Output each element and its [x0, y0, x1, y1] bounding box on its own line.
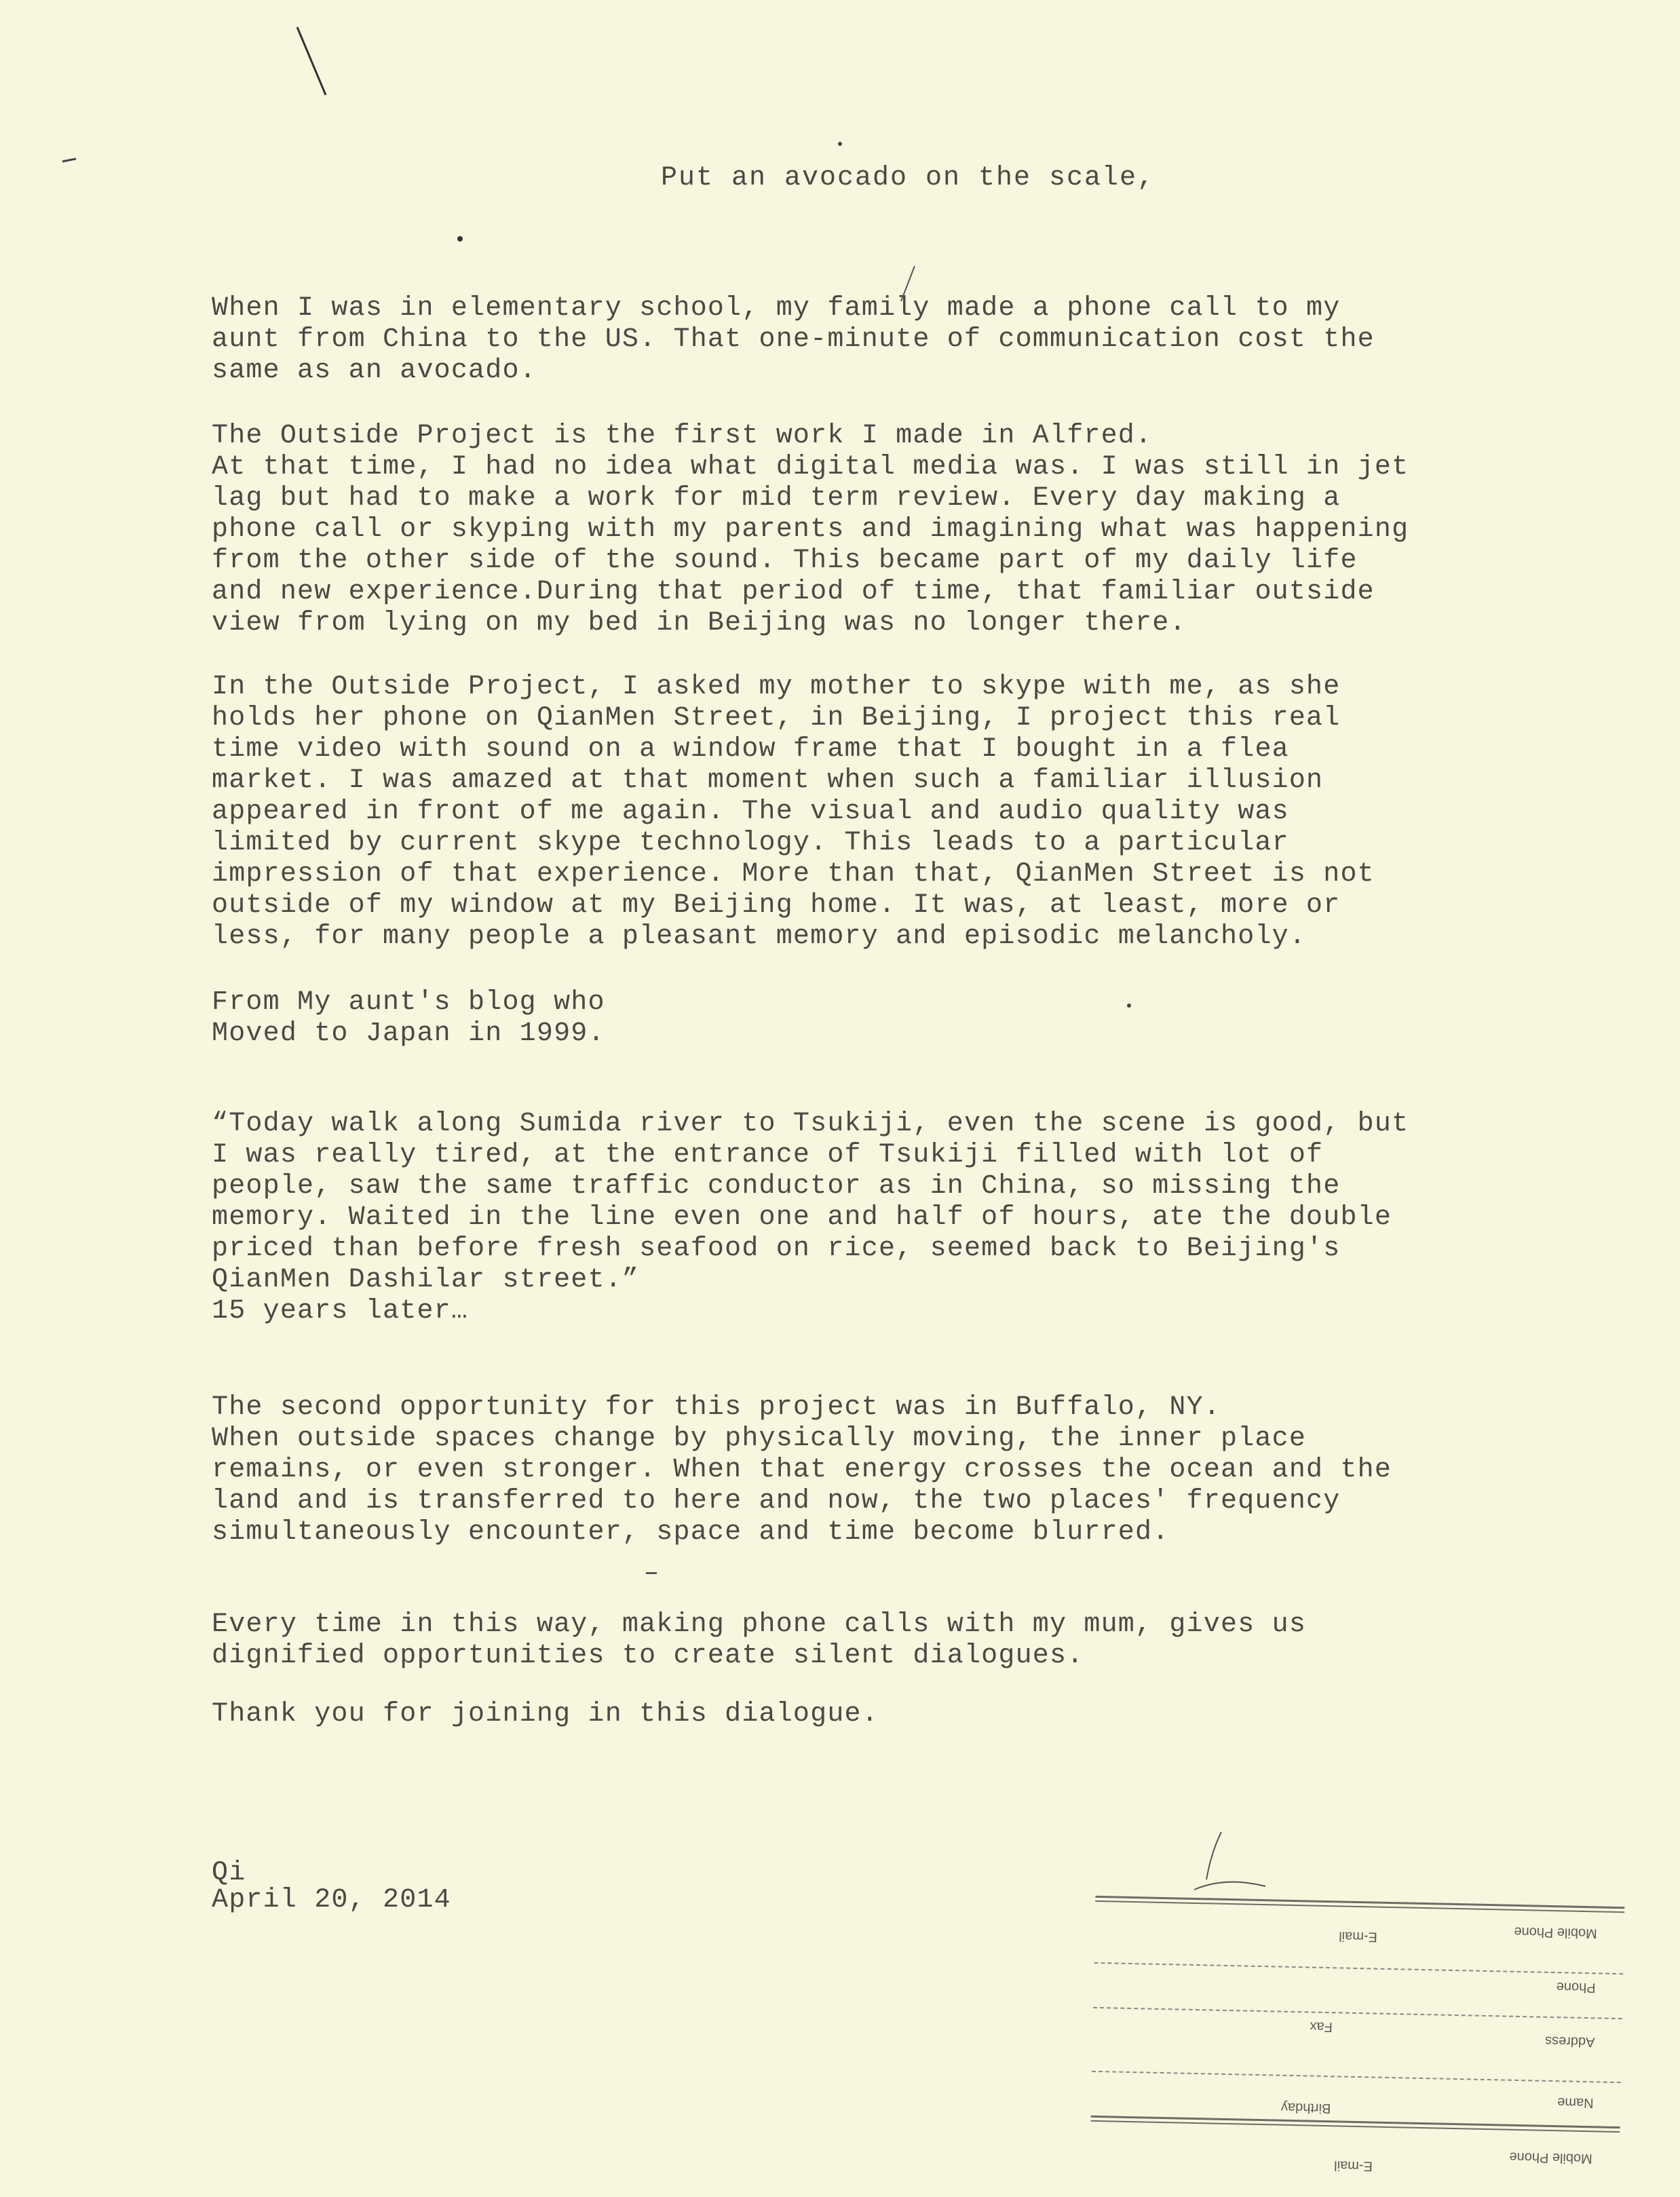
stamp-dashed-rule	[1093, 2007, 1622, 2019]
contact-info-stamp	[1089, 1888, 1624, 2197]
date: April 20, 2014	[212, 1885, 451, 1915]
stamp-dashed-rule	[1092, 2071, 1621, 2083]
paragraph-phone-calls: Every time in this way, making phone calls with my mum, gives us dignified opportunities to create silent dialogues.	[212, 1609, 1307, 1671]
stamp-label: Birthday	[1280, 2099, 1331, 2116]
pen-mark-top	[292, 20, 332, 102]
paragraph-aunt-blog-intro: From My aunt's blog who Moved to Japan in 1999.	[212, 987, 605, 1049]
paragraph-blog-quote: “Today walk along Sumida river to Tsukiji, even the scene is good, but I was really tired, at the entrance of Tsukiji filled with lot of people, saw the same traffic conductor as in China, so missing the memory. Waited in the line even one and half of hours, ate the double priced than before fresh seafood on rice, seemed back to Beijing's QianMen Dashilar street.” 15 years later…	[212, 1109, 1409, 1326]
stamp-label: Name	[1557, 2095, 1594, 2111]
stamp-label: Phone	[1556, 1979, 1596, 1995]
stamp-label: Mobile Phone	[1508, 2149, 1592, 2166]
stamp-heavy-rule	[1090, 2116, 1620, 2133]
stamp-label: Address	[1544, 2033, 1595, 2050]
stamp-label: E-mail	[1333, 2158, 1373, 2174]
stamp-label: E-mail	[1339, 1928, 1378, 1945]
page-title: Put an avocado on the scale,	[660, 163, 1156, 193]
paragraph-intro: When I was in elementary school, my family made a phone call to my aunt from China to the US. That one-minute of communication cost the same as an avocado.	[212, 293, 1375, 386]
stamp-heavy-rule	[1095, 1896, 1624, 1913]
stamp-dashed-rule	[1094, 1962, 1623, 1974]
paragraph-thanks: Thank you for joining in this dialogue.	[212, 1699, 879, 1730]
signature: Qi	[212, 1858, 246, 1888]
paragraph-skype: In the Outside Project, I asked my mother to skype with me, as she holds her phone on QianMen Street, in Beijing, I project this real time video with sound on a window frame that I bought in a flea market. I was amazed at that moment when such a familiar illusion appeared in front of me again. The visual and audio quality was limited by current skype technology. This leads to a particular impression of that experience. More than that, QianMen Street is not outside of my window at my Beijing home. It was, at least, more or less, for many people a pleasant memory and episodic melancholy.	[212, 672, 1375, 952]
stamp-label: Fax	[1310, 2019, 1333, 2035]
paragraph-outside-project: The Outside Project is the first work I made in Alfred. At that time, I had no idea what digital media was. I was still in jet lag but had to make a work for mid term review. Every day making a phone call or skyping with my parents and imagining what was happening from the other side of the sound. This became part of my daily life and new experience.During that period of time, that familiar outside view from lying on my bed in Beijing was no longer there.	[212, 421, 1409, 638]
paragraph-buffalo: The second opportunity for this project was in Buffalo, NY. When outside spaces change by physically moving, the inner place remains, or even stronger. When that energy crosses the ocean and the land and is transferred to here and now, the two places' frequency simultaneously encounter, space and time become blurred.	[212, 1392, 1392, 1548]
stamp-label: Mobile Phone	[1513, 1924, 1597, 1941]
